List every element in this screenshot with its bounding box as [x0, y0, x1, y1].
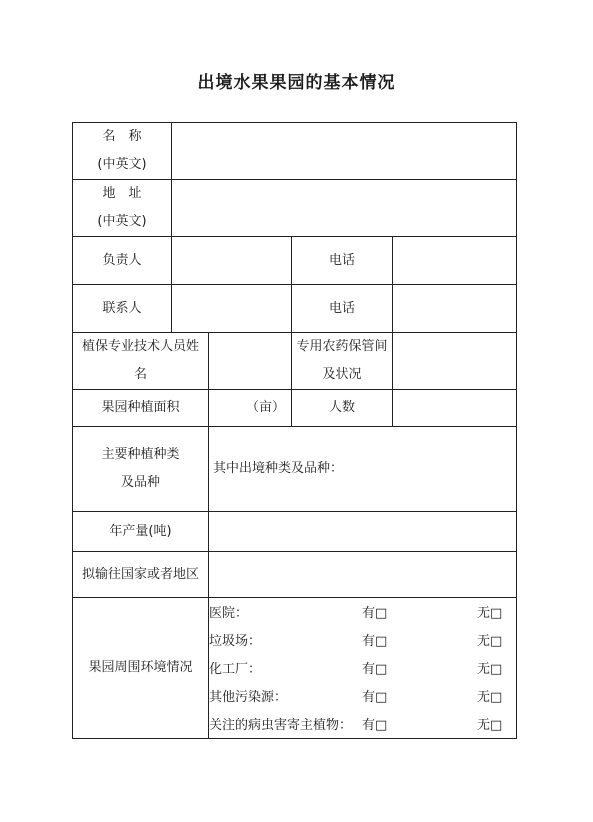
env-item-label: 化工厂：: [209, 662, 262, 677]
pesticide-storage-label-sub: 及状况: [322, 367, 362, 382]
no-checkbox[interactable]: 无□: [477, 690, 503, 705]
manager-phone-label: 电话: [328, 252, 355, 268]
name-label: 名 称: [102, 129, 142, 144]
env-item-label: 关注的病虫害寄主植物：: [209, 718, 353, 733]
contact-label: 联系人: [102, 300, 142, 316]
destination-field[interactable]: [208, 551, 517, 598]
env-row-hospital: [209, 600, 517, 628]
pesticide-storage-label-cell: [291, 332, 393, 390]
manager-phone-field[interactable]: [392, 236, 517, 285]
pesticide-storage-field[interactable]: [392, 332, 517, 390]
name-label-sub: (中英文): [97, 157, 147, 172]
environment-label-cell: [72, 597, 209, 739]
area-unit: （亩）: [245, 400, 285, 415]
no-checkbox[interactable]: 无□: [477, 662, 503, 677]
contact-label-cell: [72, 284, 172, 333]
headcount-field[interactable]: [392, 389, 517, 427]
varieties-field[interactable]: [208, 426, 517, 512]
address-field[interactable]: [171, 179, 517, 237]
tech-staff-label: 植保专业技术人员姓: [81, 339, 199, 354]
varieties-label-sub: 及品种: [120, 475, 160, 490]
destination-label-cell: [72, 551, 209, 598]
env-row-chemical-plant: [209, 656, 517, 684]
destination-label: 拟输往国家或者地区: [81, 566, 199, 582]
output-field[interactable]: [208, 511, 517, 552]
address-label: 地 址: [102, 186, 142, 201]
manager-field[interactable]: [171, 236, 292, 285]
env-row-other-pollution: [209, 684, 517, 712]
env-item-label: 医院：: [209, 606, 249, 621]
yes-checkbox[interactable]: 有□: [362, 718, 388, 733]
contact-phone-label-cell: [291, 284, 393, 333]
tech-staff-field[interactable]: [208, 332, 292, 390]
manager-phone-label-cell: [291, 236, 393, 285]
env-row-landfill: [209, 628, 517, 656]
manager-label-cell: [72, 236, 172, 285]
yes-checkbox[interactable]: 有□: [362, 634, 388, 649]
name-field[interactable]: [171, 122, 517, 180]
manager-label: 负责人: [102, 252, 142, 268]
name-label-cell: [72, 122, 172, 180]
headcount-label-cell: [291, 389, 393, 427]
output-label: 年产量(吨): [109, 523, 172, 539]
area-label-cell: [72, 389, 209, 427]
address-label-cell: [72, 179, 172, 237]
environment-label: 果园周围环境情况: [88, 660, 193, 675]
page-title: 出境水果果园的基本情况: [197, 73, 396, 93]
export-varieties-text: 其中出境种类及品种：: [213, 461, 344, 476]
varieties-label-cell: [72, 426, 209, 512]
area-field[interactable]: [208, 389, 292, 427]
yes-checkbox[interactable]: 有□: [362, 690, 388, 705]
yes-checkbox[interactable]: 有□: [362, 606, 388, 621]
env-item-label: 其他污染源：: [209, 690, 288, 705]
tech-staff-label-cell: [72, 332, 209, 390]
area-label: 果园种植面积: [101, 400, 180, 415]
no-checkbox[interactable]: 无□: [477, 634, 503, 649]
contact-phone-field[interactable]: [392, 284, 517, 333]
contact-phone-label: 电话: [328, 300, 355, 316]
contact-field[interactable]: [171, 284, 292, 333]
pesticide-storage-label: 专用农药保管间: [296, 339, 388, 354]
yes-checkbox[interactable]: 有□: [362, 662, 388, 677]
no-checkbox[interactable]: 无□: [477, 718, 503, 733]
headcount-label: 人数: [328, 400, 355, 415]
no-checkbox[interactable]: 无□: [477, 606, 503, 621]
env-row-pest-host-plants: [209, 712, 517, 740]
varieties-label: 主要种植种类: [101, 447, 180, 462]
tech-staff-label-sub: 名: [133, 367, 147, 382]
output-label-cell: [72, 511, 209, 552]
env-item-label: 垃圾场：: [209, 634, 262, 649]
address-label-sub: (中英文): [97, 214, 147, 229]
